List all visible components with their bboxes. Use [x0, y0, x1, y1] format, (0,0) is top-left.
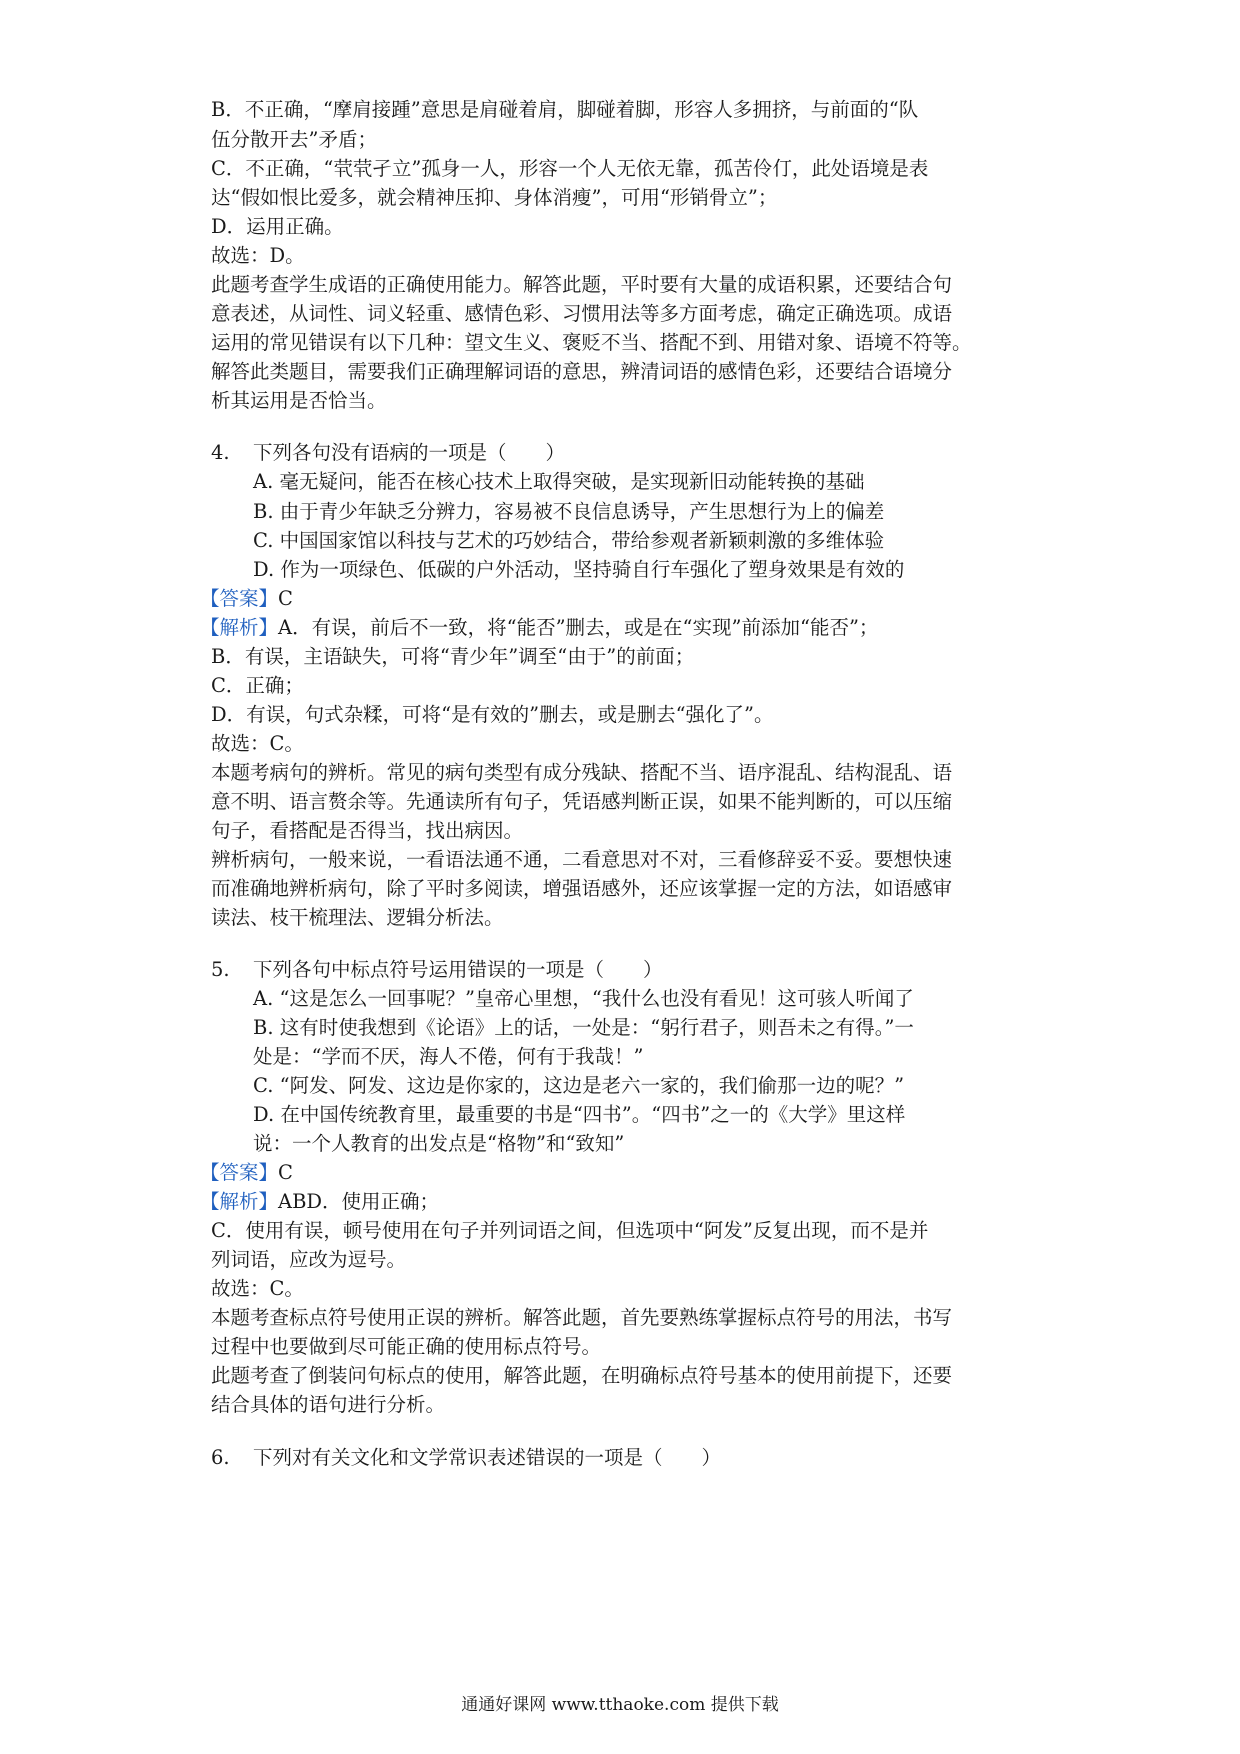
text-line: 解答此类题目，需要我们正确理解词语的意思，辨清词语的感情色彩，还要结合语境分 [211, 360, 953, 383]
text-line: 故选：C。 [211, 1277, 304, 1300]
question-stem: 下列各句中标点符号运用错误的一项是（ ） [253, 958, 663, 981]
question-number: 6. [211, 1446, 230, 1469]
question-stem: 下列对有关文化和文学常识表述错误的一项是（ ） [253, 1446, 722, 1469]
question-number: 4. [211, 441, 230, 464]
option-b-cont: 处是：“学而不厌，海人不倦，何有于我哉！” [253, 1045, 644, 1068]
option-b: B. 由于青少年缺乏分辨力，容易被不良信息诱导，产生思想行为上的偏差 [253, 500, 885, 523]
text-line: 析其运用是否恰当。 [211, 389, 387, 412]
text-line: 句子，看搭配是否得当，找出病因。 [211, 819, 524, 842]
text-line: 结合具体的语句进行分析。 [211, 1393, 446, 1416]
analysis-tag: 【解析】 [200, 1190, 279, 1213]
text-line: 而准确地辨析病句，除了平时多阅读，增强语感外，还应该掌握一定的方法，如语感审 [211, 877, 953, 900]
option-d: D. 作为一项绿色、低碳的户外活动，坚持骑自行车强化了塑身效果是有效的 [253, 558, 905, 581]
option-d: D. 在中国传统教育里，最重要的书是“四书”。“四书”之一的《大学》里这样 [253, 1103, 906, 1126]
page-footer: 通通好课网 www.tthaoke.com 提供下载 [461, 1695, 779, 1715]
text-line: 辨析病句，一般来说，一看语法通不通，二看意思对不对，三看修辞妥不妥。要想快速 [211, 848, 953, 871]
text-line: 运用的常见错误有以下几种：望文生义、褒贬不当、搭配不到、用错对象、语境不符等。 [211, 331, 972, 354]
answer-tag: 【答案】 [200, 587, 279, 610]
text-line: D．有误，句式杂糅，可将“是有效的”删去，或是删去“强化了”。 [211, 703, 774, 726]
option-a: A. 毫无疑问，能否在核心技术上取得突破，是实现新旧动能转换的基础 [253, 470, 865, 493]
text-line: B．有误，主语缺失，可将“青少年”调至“由于”的前面； [211, 645, 695, 668]
option-b: B. 这有时使我想到《论语》上的话，一处是：“躬行君子，则吾未之有得。”一 [253, 1016, 914, 1039]
text-line: 故选：C。 [211, 732, 304, 755]
text-line: C．不正确，“茕茕孑立”孤身一人，形容一个人无依无靠，孤苦伶仃，此处语境是表 [211, 157, 929, 180]
answer-value: C [278, 587, 293, 610]
analysis-tag: 【解析】 [200, 616, 279, 639]
text-line: 本题考查标点符号使用正误的辨析。解答此题，首先要熟练掌握标点符号的用法，书写 [211, 1306, 953, 1329]
text-line: 达“假如恨比爱多，就会精神压抑、身体消瘦”，可用“形销骨立”； [211, 186, 778, 209]
answer-line [200, 1159, 293, 1187]
text-line: 过程中也要做到尽可能正确的使用标点符号。 [211, 1335, 602, 1358]
text-line: D．运用正确。 [211, 215, 344, 238]
option-d-cont: 说：一个人教育的出发点是“格物”和“致知” [253, 1132, 625, 1155]
answer-line [200, 585, 293, 613]
text-line: 故选：D。 [211, 244, 305, 267]
option-c: C. “阿发、阿发、这边是你家的，这边是老六一家的，我们偷那一边的呢？” [253, 1074, 905, 1097]
answer-tag: 【答案】 [200, 1161, 279, 1184]
text-line: B．不正确，“摩肩接踵”意思是肩碰着肩，脚碰着脚，形容人多拥挤，与前面的“队 [211, 98, 919, 121]
text-line: 列词语，应改为逗号。 [211, 1248, 407, 1271]
analysis-line [200, 1188, 439, 1216]
option-c: C. 中国国家馆以科技与艺术的巧妙结合，带给参观者新颖刺激的多维体验 [253, 529, 885, 552]
analysis-text: ABD．使用正确； [278, 1190, 440, 1213]
option-a: A. “这是怎么一回事呢？”皇帝心里想，“我什么也没有看见！这可骇人听闻了 [253, 987, 914, 1010]
answer-value: C [278, 1161, 293, 1184]
text-line: 意不明、语言赘余等。先通读所有句子，凭语感判断正误，如果不能判断的，可以压缩 [211, 790, 953, 813]
text-line: 意表述，从词性、词义轻重、感情色彩、习惯用法等多方面考虑，确定正确选项。成语 [211, 302, 953, 325]
text-line: 此题考查了倒装问句标点的使用，解答此题，在明确标点符号基本的使用前提下，还要 [211, 1364, 953, 1387]
text-line: 读法、枝干梳理法、逻辑分析法。 [211, 906, 504, 929]
analysis-line [200, 614, 878, 642]
text-line: 伍分散开去”矛盾； [211, 128, 377, 151]
question-stem: 下列各句没有语病的一项是（ ） [253, 441, 566, 464]
text-line: 本题考病句的辨析。常见的病句类型有成分残缺、搭配不当、语序混乱、结构混乱、语 [211, 761, 953, 784]
question-number: 5. [211, 958, 230, 981]
text-line: C．使用有误，顿号使用在句子并列词语之间，但选项中“阿发”反复出现，而不是并 [211, 1219, 929, 1242]
text-line: 此题考查学生成语的正确使用能力。解答此题，平时要有大量的成语积累，还要结合句 [211, 273, 953, 296]
text-line: C．正确； [211, 674, 304, 697]
analysis-text: A．有误，前后不一致，将“能否”删去，或是在“实现”前添加“能否”； [278, 616, 879, 639]
